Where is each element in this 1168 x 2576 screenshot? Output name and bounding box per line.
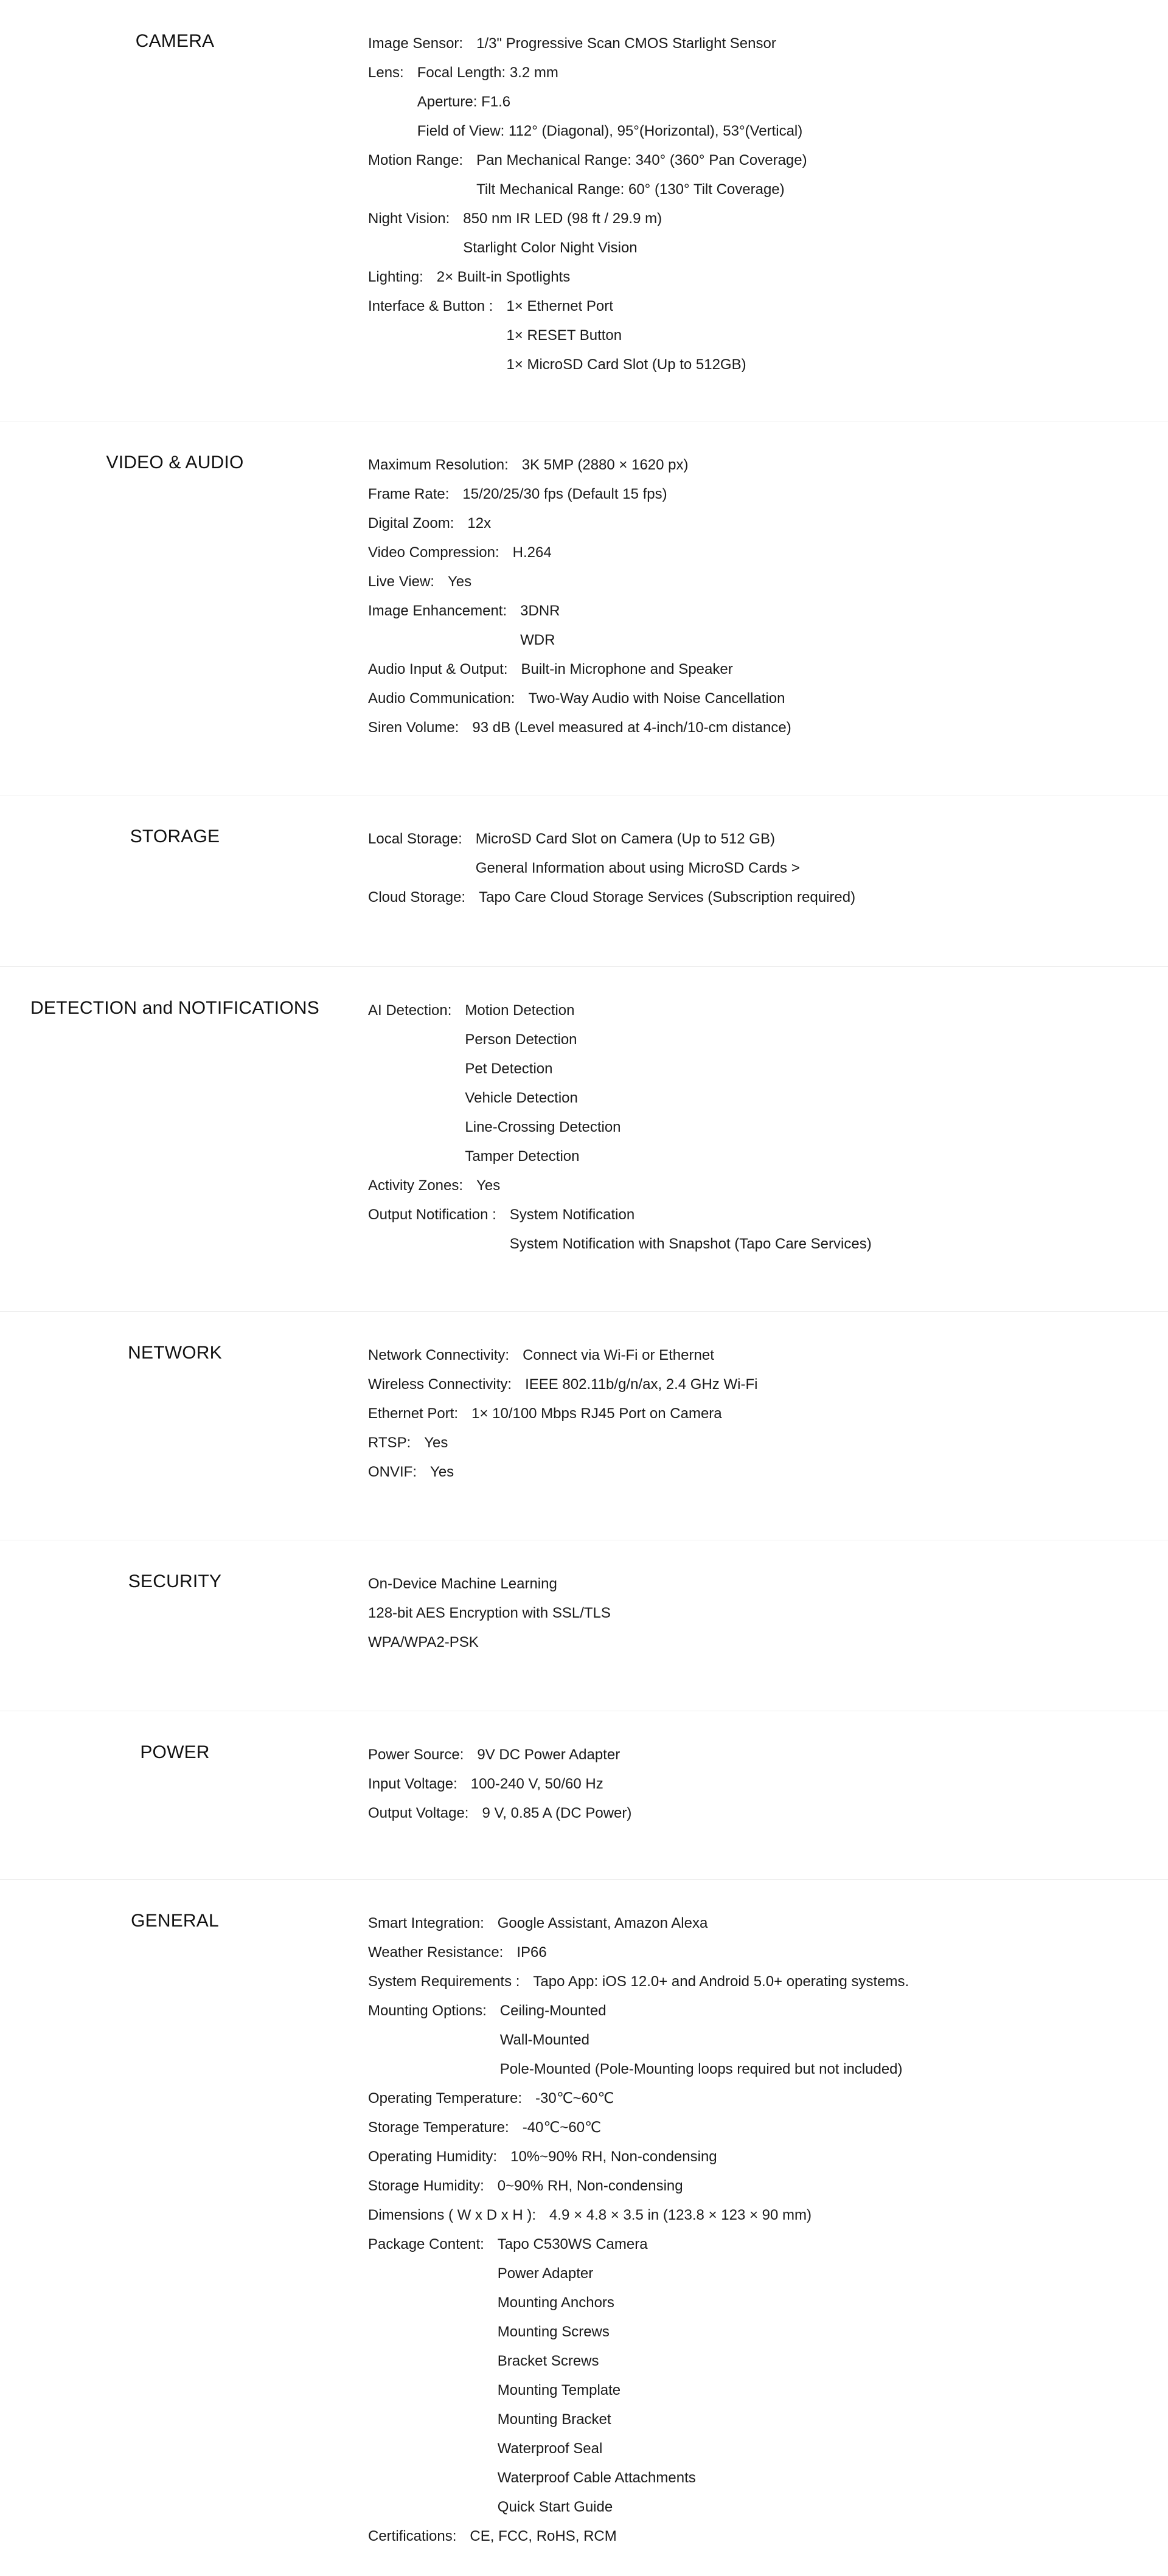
spec-row [368, 2172, 1168, 2201]
spec-rows [350, 451, 1168, 795]
spec-label: Image Enhancement: [368, 603, 507, 619]
spec-row [368, 1628, 1168, 1657]
spec-value: System Notification with Snapshot (Tapo Care Services) [509, 1236, 872, 1252]
spec-label: Interface & Button : [368, 298, 493, 314]
spec-values [500, 1996, 903, 2084]
spec-section-power [0, 1711, 1168, 1880]
spec-values [437, 263, 570, 292]
spec-row [368, 713, 1168, 743]
spec-value: Field of View: 112° (Diagonal), 95°(Horizontal), 53°(Vertical) [417, 123, 803, 139]
spec-value: Person Detection [465, 1031, 577, 1048]
spec-values [522, 451, 689, 480]
spec-row [368, 2230, 1168, 2522]
spec-value: 3DNR [520, 603, 560, 619]
spec-values [525, 1370, 757, 1399]
spec-row [368, 1200, 1168, 1259]
spec-value: System Notification [509, 1207, 635, 1223]
spec-values [448, 567, 471, 597]
section-title: NETWORK [128, 1343, 222, 1363]
spec-row [368, 292, 1168, 379]
spec-value: Ceiling-Mounted [499, 2003, 607, 2019]
section-title: STORAGE [130, 826, 220, 847]
spec-values [479, 883, 855, 912]
spec-value: 9V DC Power Adapter [477, 1747, 620, 1763]
spec-values [368, 1599, 611, 1628]
spec-value: IP66 [516, 1944, 547, 1961]
spec-section-general [0, 1880, 1168, 2576]
spec-row [368, 29, 1168, 58]
spec-value: 3K 5MP (2880 × 1620 px) [521, 457, 689, 473]
spec-value: Aperture: F1.6 [417, 94, 511, 110]
spec-values [523, 2113, 601, 2142]
spec-label: Dimensions ( W x D x H ): [368, 2207, 537, 2223]
spec-section-network [0, 1312, 1168, 1540]
spec-row [368, 1171, 1168, 1200]
spec-row [368, 1996, 1168, 2084]
spec-value: 9 V, 0.85 A (DC Power) [482, 1805, 632, 1821]
spec-label: Output Voltage: [368, 1805, 469, 1821]
spec-values [510, 1200, 872, 1259]
spec-label: Ethernet Port: [368, 1405, 459, 1422]
spec-value: Waterproof Seal [497, 2440, 603, 2457]
spec-value: Google Assistant, Amazon Alexa [497, 1915, 708, 1931]
spec-label: Activity Zones: [368, 1177, 464, 1194]
spec-value: Power Adapter [497, 2265, 594, 2282]
spec-value: Built-in Microphone and Speaker [521, 661, 733, 677]
spec-value: 0~90% RH, Non-condensing [497, 2178, 683, 2194]
spec-label: Certifications: [368, 2528, 457, 2544]
spec-values [470, 2522, 616, 2551]
spec-rows [350, 1909, 1168, 2576]
spec-label: Lighting: [368, 269, 423, 285]
spec-label: Weather Resistance: [368, 1944, 504, 1961]
spec-value: CE, FCC, RoHS, RCM [470, 2528, 617, 2544]
spec-rows [350, 1341, 1168, 1540]
spec-value: Bracket Screws [497, 2353, 599, 2369]
spec-value: Starlight Color Night Vision [463, 240, 638, 256]
spec-section-security [0, 1540, 1168, 1711]
spec-section-video-and-audio [0, 421, 1168, 795]
spec-value: -40℃~60℃ [522, 2119, 602, 2136]
section-title: CAMERA [135, 31, 215, 51]
spec-label: Smart Integration: [368, 1915, 484, 1931]
spec-label: Output Notification : [368, 1207, 496, 1223]
spec-row [368, 1909, 1168, 1938]
spec-value: Quick Start Guide [497, 2499, 613, 2515]
spec-label: Local Storage: [368, 831, 462, 847]
spec-values [498, 1909, 708, 1938]
spec-value: Tapo App: iOS 12.0+ and Android 5.0+ operating systems. [533, 1973, 909, 1990]
spec-row [368, 1428, 1168, 1458]
spec-label: Storage Temperature: [368, 2119, 509, 2136]
spec-value: Pan Mechanical Range: 340° (360° Pan Coverage) [476, 152, 807, 168]
spec-value: Tilt Mechanical Range: 60° (130° Tilt Coverage) [476, 181, 785, 198]
spec-label: AI Detection: [368, 1002, 452, 1019]
spec-value: Yes [476, 1177, 501, 1194]
spec-label: Wireless Connectivity: [368, 1376, 512, 1393]
section-title: SECURITY [128, 1571, 222, 1591]
spec-row [368, 538, 1168, 567]
spec-values [523, 1341, 714, 1370]
spec-row [368, 996, 1168, 1171]
spec-values [498, 2230, 696, 2522]
spec-value: 1× RESET Button [506, 327, 622, 344]
microsd-info-link[interactable]: General Information about using MicroSD Cards > [475, 860, 800, 876]
spec-value: Connect via Wi-Fi or Ethernet [523, 1347, 714, 1363]
spec-values [477, 1740, 620, 1770]
spec-label: Lens: [368, 64, 404, 81]
spec-value: 2× Built-in Spotlights [436, 269, 571, 285]
spec-row [368, 1967, 1168, 1996]
spec-value: Waterproof Cable Attachments [497, 2470, 696, 2486]
spec-values [549, 2201, 812, 2230]
spec-label: Operating Temperature: [368, 2090, 523, 2107]
spec-value: Focal Length: 3.2 mm [417, 64, 558, 81]
spec-value: Line-Crossing Detection [465, 1119, 621, 1135]
spec-row [368, 2084, 1168, 2113]
spec-rows [350, 1570, 1168, 1711]
spec-value: Vehicle Detection [465, 1090, 578, 1106]
spec-values [533, 1967, 909, 1996]
spec-value: 1× MicroSD Card Slot (Up to 512GB) [506, 356, 746, 373]
spec-rows [350, 996, 1168, 1311]
spec-rows [350, 825, 1168, 966]
spec-rows [350, 29, 1168, 421]
spec-values [424, 1428, 448, 1458]
spec-values [506, 292, 746, 379]
spec-values [476, 146, 807, 204]
spec-values [520, 597, 560, 655]
spec-values [513, 538, 552, 567]
spec-value: Two-Way Audio with Noise Cancellation [528, 690, 785, 707]
spec-values [476, 29, 776, 58]
spec-label: RTSP: [368, 1435, 411, 1451]
spec-label: Maximum Resolution: [368, 457, 509, 473]
spec-row [368, 567, 1168, 597]
spec-label: Digital Zoom: [368, 515, 454, 531]
spec-value: Mounting Anchors [497, 2294, 614, 2311]
spec-values [528, 684, 785, 713]
spec-value: IEEE 802.11b/g/n/ax, 2.4 GHz Wi-Fi [525, 1376, 758, 1393]
spec-row [368, 58, 1168, 146]
spec-values [467, 509, 491, 538]
spec-values [521, 655, 733, 684]
spec-value: Tamper Detection [465, 1148, 580, 1165]
spec-value: 850 nm IR LED (98 ft / 29.9 m) [463, 210, 662, 227]
spec-values [430, 1458, 454, 1487]
spec-label: Input Voltage: [368, 1776, 457, 1792]
spec-label: Storage Humidity: [368, 2178, 484, 2194]
spec-value: Pet Detection [465, 1061, 553, 1077]
spec-label: System Requirements : [368, 1973, 520, 1990]
spec-row [368, 1740, 1168, 1770]
spec-values [472, 713, 791, 743]
spec-label: Operating Humidity: [368, 2148, 498, 2165]
spec-row [368, 2113, 1168, 2142]
spec-row [368, 1341, 1168, 1370]
spec-value: Yes [424, 1435, 448, 1451]
spec-value: MicroSD Card Slot on Camera (Up to 512 GB) [475, 831, 775, 847]
spec-label: Cloud Storage: [368, 889, 466, 905]
spec-value: 4.9 × 4.8 × 3.5 in (123.8 × 123 × 90 mm) [549, 2207, 812, 2223]
section-title: GENERAL [131, 1911, 219, 1931]
spec-label: Audio Communication: [368, 690, 515, 707]
spec-value: 1× Ethernet Port [506, 298, 613, 314]
spec-value: On-Device Machine Learning [368, 1576, 557, 1592]
spec-value: 12x [467, 515, 492, 531]
spec-row [368, 1399, 1168, 1428]
spec-section-storage [0, 795, 1168, 967]
spec-values [465, 996, 620, 1171]
spec-label: Network Connectivity: [368, 1347, 510, 1363]
spec-value: Yes [430, 1464, 454, 1480]
spec-label: ONVIF: [368, 1464, 417, 1480]
spec-value: 10%~90% RH, Non-condensing [510, 2148, 717, 2165]
spec-section-camera [0, 0, 1168, 421]
spec-row [368, 825, 1168, 883]
spec-value: Mounting Bracket [497, 2411, 611, 2428]
spec-label: Motion Range: [368, 152, 464, 168]
spec-values [471, 1399, 722, 1428]
spec-value: Mounting Template [497, 2382, 621, 2398]
spec-value: Motion Detection [465, 1002, 575, 1019]
spec-label: Audio Input & Output: [368, 661, 508, 677]
spec-value: -30℃~60℃ [535, 2090, 614, 2107]
spec-value: Tapo Care Cloud Storage Services (Subscription required) [479, 889, 856, 905]
spec-row [368, 1458, 1168, 1487]
spec-values [482, 1799, 631, 1828]
spec-values [417, 58, 803, 146]
spec-label: Frame Rate: [368, 486, 450, 502]
section-title: POWER [140, 1742, 210, 1762]
spec-row [368, 655, 1168, 684]
section-title: VIDEO & AUDIO [106, 452, 244, 473]
spec-value: WPA/WPA2-PSK [368, 1634, 479, 1650]
spec-row [368, 2201, 1168, 2230]
spec-value: 1/3" Progressive Scan CMOS Starlight Sensor [476, 35, 776, 52]
spec-value: 100-240 V, 50/60 Hz [470, 1776, 603, 1792]
spec-row [368, 509, 1168, 538]
spec-value: 15/20/25/30 fps (Default 15 fps) [462, 486, 667, 502]
spec-value: Wall-Mounted [499, 2032, 589, 2048]
spec-section-detection-and-notifications [0, 967, 1168, 1312]
spec-row [368, 1570, 1168, 1599]
spec-row [368, 1770, 1168, 1799]
spec-values [516, 1938, 546, 1967]
spec-row [368, 2522, 1168, 2551]
spec-values [368, 1570, 557, 1599]
spec-value: Yes [447, 573, 472, 590]
spec-value: Tapo C530WS Camera [497, 2236, 648, 2252]
spec-row [368, 146, 1168, 204]
spec-values [510, 2142, 717, 2172]
spec-row [368, 263, 1168, 292]
spec-row [368, 2142, 1168, 2172]
spec-values [476, 825, 800, 883]
spec-values [535, 2084, 614, 2113]
spec-label: Mounting Options: [368, 2003, 487, 2019]
spec-row [368, 1370, 1168, 1399]
spec-row [368, 684, 1168, 713]
spec-label: Live View: [368, 573, 434, 590]
spec-row [368, 1938, 1168, 1967]
spec-row [368, 204, 1168, 263]
spec-value: 1× 10/100 Mbps RJ45 Port on Camera [471, 1405, 722, 1422]
spec-values [368, 1628, 479, 1657]
spec-values [498, 2172, 683, 2201]
spec-label: Package Content: [368, 2236, 484, 2252]
spec-row [368, 597, 1168, 655]
spec-value: WDR [520, 632, 555, 648]
spec-row [368, 1599, 1168, 1628]
spec-value: Mounting Screws [497, 2324, 610, 2340]
spec-row [368, 480, 1168, 509]
spec-row [368, 883, 1168, 912]
spec-value: 93 dB (Level measured at 4-inch/10-cm distance) [472, 719, 791, 736]
spec-value: H.264 [512, 544, 552, 561]
spec-label: Power Source: [368, 1747, 464, 1763]
spec-row [368, 1799, 1168, 1828]
spec-rows [350, 1740, 1168, 1879]
spec-label: Night Vision: [368, 210, 450, 227]
spec-values [471, 1770, 603, 1799]
section-title: DETECTION and NOTIFICATIONS [30, 998, 319, 1018]
spec-values [462, 480, 667, 509]
spec-values [463, 204, 662, 263]
spec-values [476, 1171, 500, 1200]
spec-row [368, 451, 1168, 480]
spec-label: Image Sensor: [368, 35, 464, 52]
spec-value: 128-bit AES Encryption with SSL/TLS [368, 1605, 611, 1621]
spec-label: Video Compression: [368, 544, 499, 561]
spec-label: Siren Volume: [368, 719, 459, 736]
spec-value: Pole-Mounted (Pole-Mounting loops required but not included) [499, 2061, 903, 2077]
